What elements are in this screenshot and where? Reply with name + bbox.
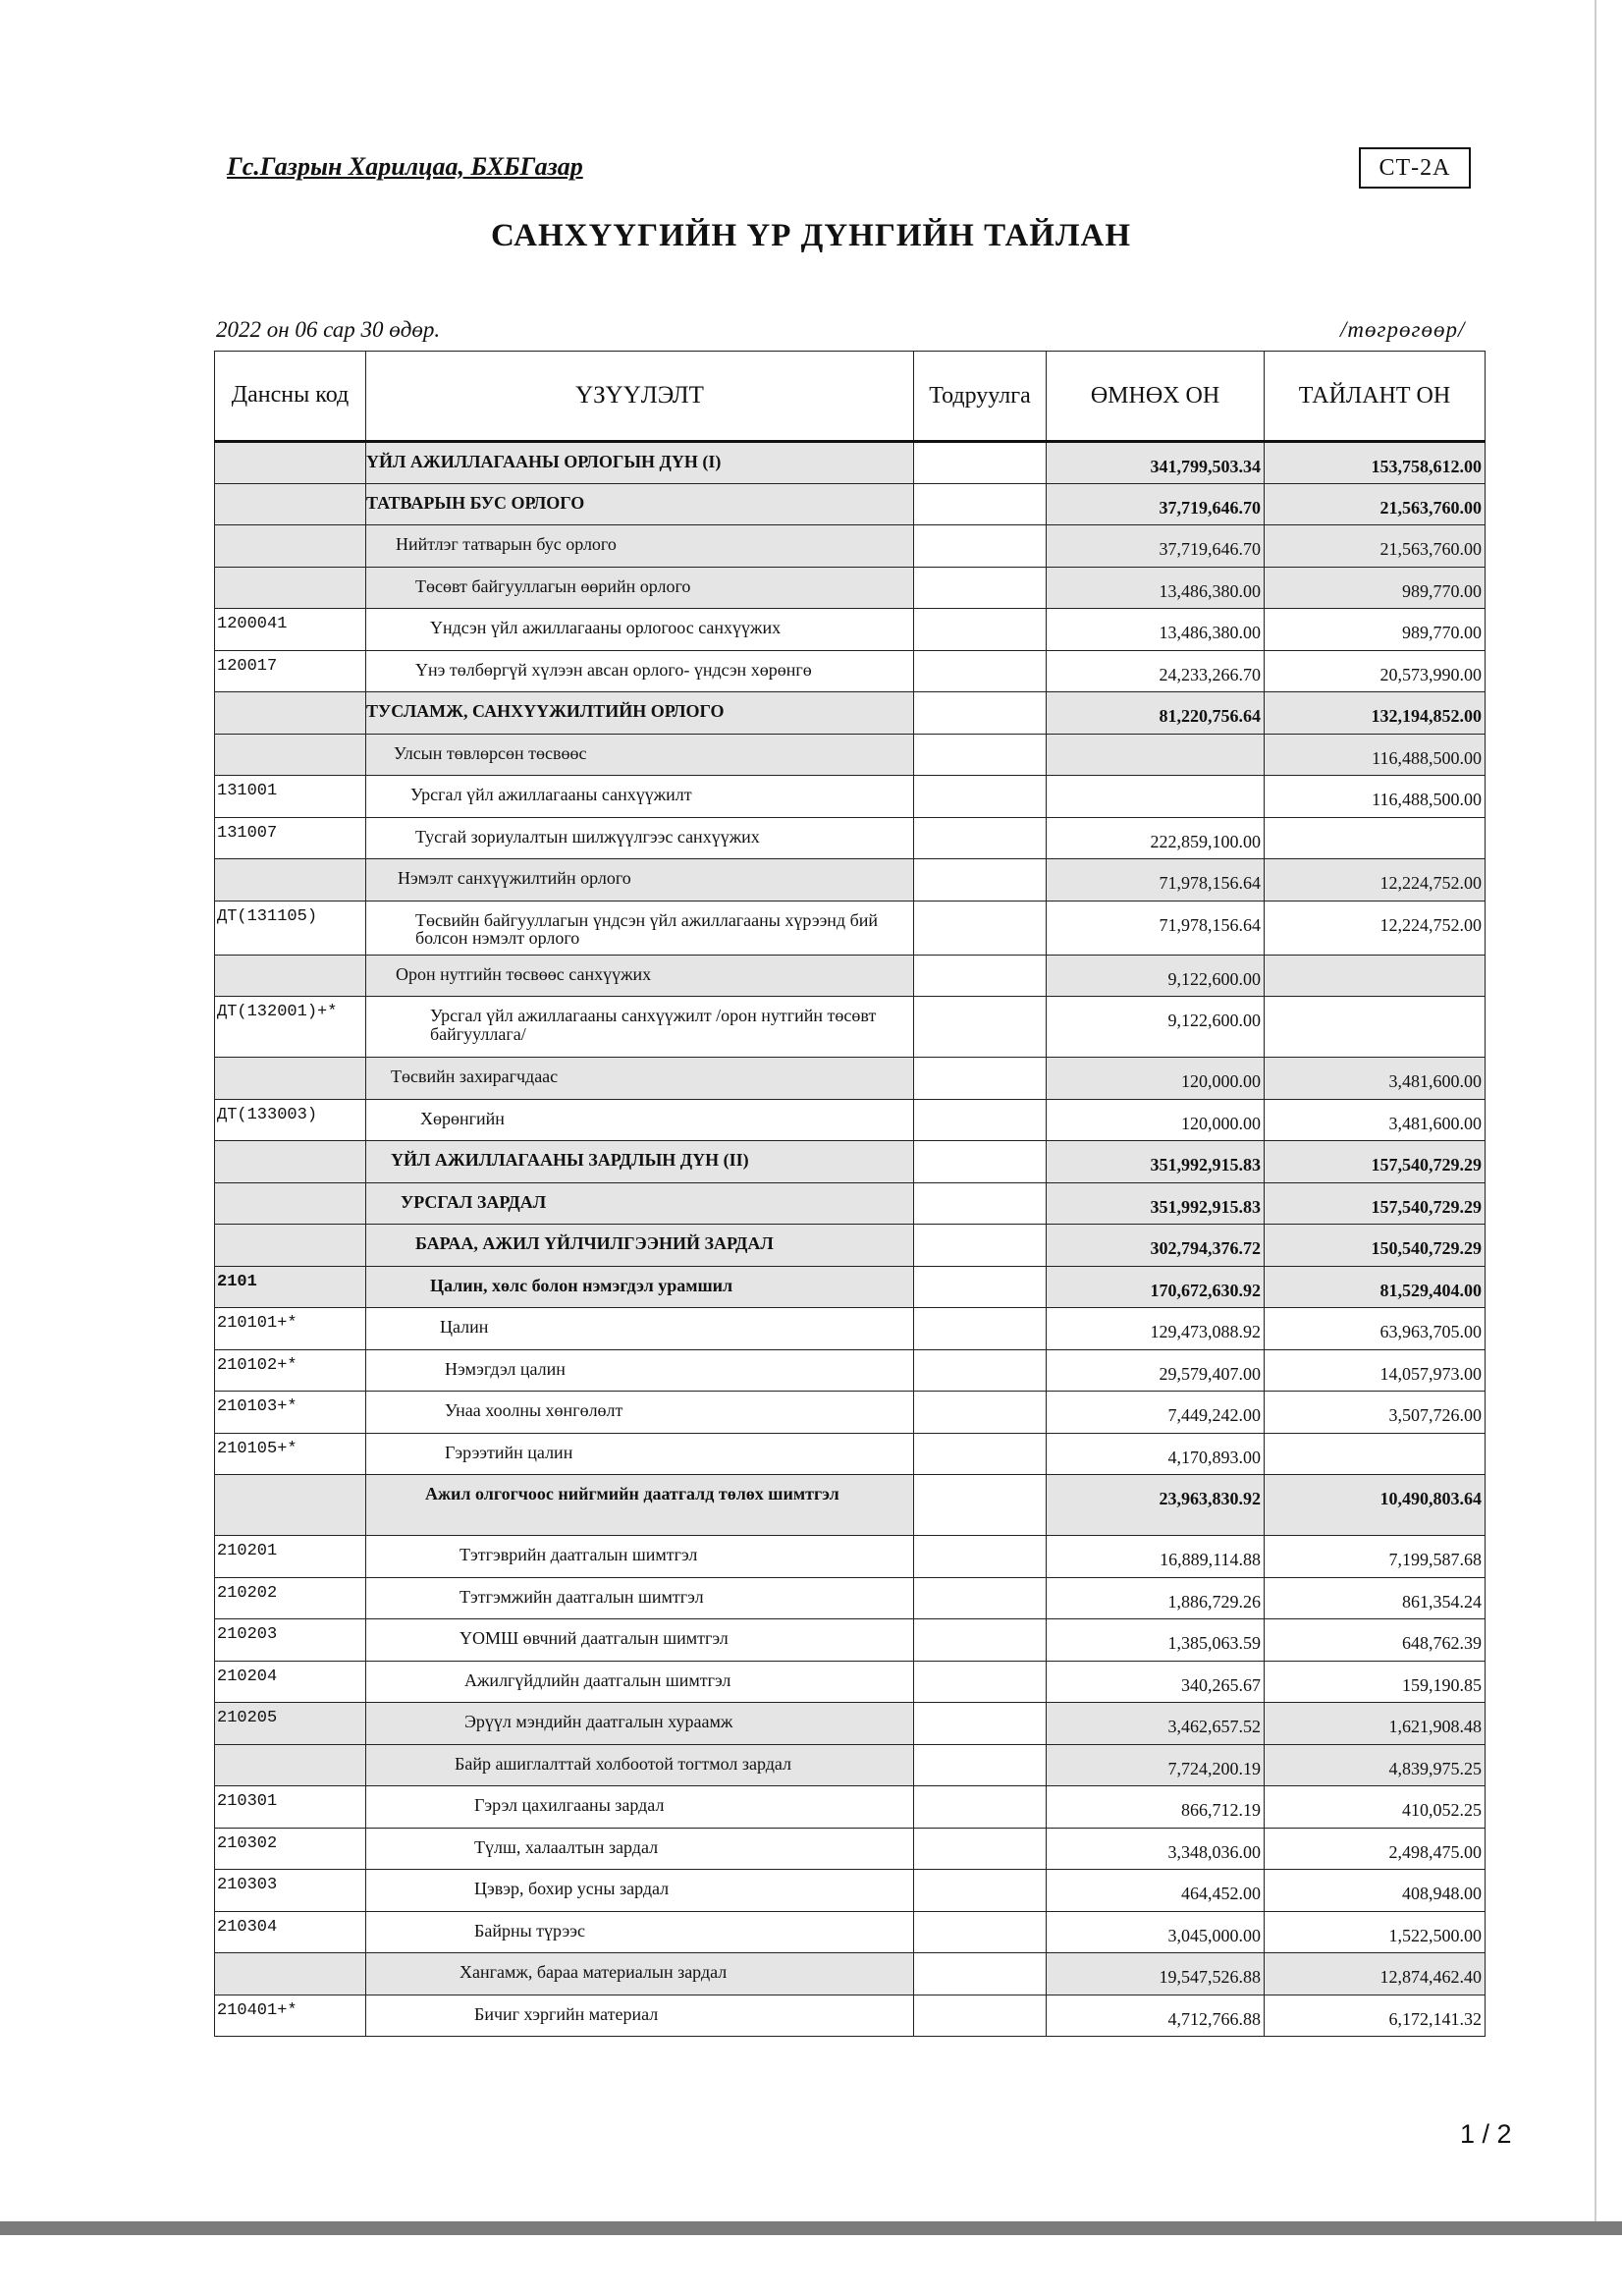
table-row: [215, 776, 1486, 818]
indicator-cell: БАРАА, АЖИЛ ҮЙЛЧИЛГЭЭНИЙ ЗАРДАЛ: [366, 1225, 914, 1267]
current-year-cell: 7,199,587.68: [1265, 1536, 1486, 1578]
account-code-cell: 2101: [215, 1266, 366, 1308]
indicator-cell: Цалин, хөлс болон нэмэгдэл урамшил: [366, 1266, 914, 1308]
table-row: [215, 1577, 1486, 1619]
current-year-cell: 63,963,705.00: [1265, 1308, 1486, 1350]
table-row: [215, 1536, 1486, 1578]
column-header-account-code: Дансны код: [215, 352, 366, 442]
previous-year-cell: 9,122,600.00: [1047, 955, 1265, 997]
previous-year-cell: 3,045,000.00: [1047, 1911, 1265, 1953]
previous-year-cell: 3,348,036.00: [1047, 1828, 1265, 1870]
note-cell: [914, 1661, 1047, 1703]
indicator-cell: Ажил олгогчоос нийгмийн даатгалд төлөх шимтгэл: [366, 1475, 914, 1536]
account-code-cell: 210204: [215, 1661, 366, 1703]
table-row: [215, 1433, 1486, 1475]
current-year-cell: [1265, 817, 1486, 859]
scan-edge: [0, 2221, 1622, 2235]
note-cell: [914, 1995, 1047, 2037]
note-cell: [914, 567, 1047, 609]
account-code-cell: [215, 734, 366, 776]
table-row: [215, 1099, 1486, 1141]
indicator-cell: Орон нутгийн төсвөөс санхүүжих: [366, 955, 914, 997]
account-code-cell: 210102+*: [215, 1349, 366, 1392]
note-cell: [914, 1619, 1047, 1662]
note-cell: [914, 609, 1047, 651]
previous-year-cell: 9,122,600.00: [1047, 997, 1265, 1058]
current-year-cell: [1265, 1433, 1486, 1475]
indicator-cell: Түлш, халаалтын зардал: [366, 1828, 914, 1870]
note-cell: [914, 483, 1047, 525]
previous-year-cell: 351,992,915.83: [1047, 1182, 1265, 1225]
account-code-cell: [215, 1475, 366, 1536]
note-cell: [914, 1099, 1047, 1141]
current-year-cell: 408,948.00: [1265, 1870, 1486, 1912]
note-cell: [914, 1392, 1047, 1434]
previous-year-cell: 37,719,646.70: [1047, 483, 1265, 525]
current-year-cell: 989,770.00: [1265, 609, 1486, 651]
note-cell: [914, 692, 1047, 735]
note-cell: [914, 650, 1047, 692]
indicator-cell: ҮЙЛ АЖИЛЛАГААНЫ ОРЛОГЫН ДҮН (I): [366, 442, 914, 484]
form-code-box: СТ-2А: [1359, 147, 1471, 189]
current-year-cell: 3,481,600.00: [1265, 1058, 1486, 1100]
table-row: [215, 1911, 1486, 1953]
indicator-cell: Төсөвт байгууллагын өөрийн орлого: [366, 567, 914, 609]
note-cell: [914, 1225, 1047, 1267]
note-cell: [914, 901, 1047, 955]
table-row: [215, 1058, 1486, 1100]
previous-year-cell: 24,233,266.70: [1047, 650, 1265, 692]
account-code-cell: 210103+*: [215, 1392, 366, 1434]
table-row: [215, 734, 1486, 776]
current-year-cell: 159,190.85: [1265, 1661, 1486, 1703]
indicator-cell: Байрны түрээс: [366, 1911, 914, 1953]
indicator-cell: Тусгай зориулалтын шилжүүлгээс санхүүжих: [366, 817, 914, 859]
previous-year-cell: 71,978,156.64: [1047, 859, 1265, 902]
indicator-cell: Хөрөнгийн: [366, 1099, 914, 1141]
previous-year-cell: 464,452.00: [1047, 1870, 1265, 1912]
previous-year-cell: 340,265.67: [1047, 1661, 1265, 1703]
table-row: [215, 609, 1486, 651]
indicator-cell: Хангамж, бараа материалын зардал: [366, 1953, 914, 1995]
current-year-cell: 4,839,975.25: [1265, 1744, 1486, 1786]
account-code-cell: [215, 859, 366, 902]
previous-year-cell: 37,719,646.70: [1047, 525, 1265, 568]
table-row: [215, 859, 1486, 902]
note-cell: [914, 997, 1047, 1058]
note-cell: [914, 1141, 1047, 1183]
table-row: [215, 1225, 1486, 1267]
previous-year-cell: 129,473,088.92: [1047, 1308, 1265, 1350]
table-row: [215, 1308, 1486, 1350]
previous-year-cell: 866,712.19: [1047, 1786, 1265, 1829]
note-cell: [914, 1786, 1047, 1829]
previous-year-cell: 13,486,380.00: [1047, 567, 1265, 609]
indicator-cell: ТУСЛАМЖ, САНХҮҮЖИЛТИЙН ОРЛОГО: [366, 692, 914, 735]
note-cell: [914, 955, 1047, 997]
note-cell: [914, 442, 1047, 484]
column-header-note: Тодруулга: [914, 352, 1047, 442]
previous-year-cell: 16,889,114.88: [1047, 1536, 1265, 1578]
previous-year-cell: 29,579,407.00: [1047, 1349, 1265, 1392]
table-body: [215, 442, 1486, 2037]
table-row: [215, 1786, 1486, 1829]
note-cell: [914, 1744, 1047, 1786]
note-cell: [914, 1911, 1047, 1953]
table-row: [215, 1266, 1486, 1308]
account-code-cell: [215, 567, 366, 609]
indicator-cell: Цэвэр, бохир усны зардал: [366, 1870, 914, 1912]
note-cell: [914, 1828, 1047, 1870]
table-row: [215, 1703, 1486, 1745]
previous-year-cell: 71,978,156.64: [1047, 901, 1265, 955]
account-code-cell: ДТ(133003): [215, 1099, 366, 1141]
table-row: [215, 1182, 1486, 1225]
indicator-cell: Нэмэгдэл цалин: [366, 1349, 914, 1392]
note-cell: [914, 1266, 1047, 1308]
account-code-cell: [215, 692, 366, 735]
indicator-cell: Гэрэл цахилгааны зардал: [366, 1786, 914, 1829]
indicator-cell: Тэтгэмжийн даатгалын шимтгэл: [366, 1577, 914, 1619]
column-header-previous-year: ӨМНӨХ ОН: [1047, 352, 1265, 442]
account-code-cell: 210203: [215, 1619, 366, 1662]
indicator-cell: Үнэ төлбөргүй хүлээн авсан орлого- үндсэн хөрөнгө: [366, 650, 914, 692]
current-year-cell: 116,488,500.00: [1265, 776, 1486, 818]
note-cell: [914, 1870, 1047, 1912]
indicator-cell: Төсвийн байгууллагын үндсэн үйл ажиллагааны хүрээнд бий болсон нэмэлт орлого: [366, 901, 914, 955]
current-year-cell: 14,057,973.00: [1265, 1349, 1486, 1392]
current-year-cell: [1265, 955, 1486, 997]
current-year-cell: 157,540,729.29: [1265, 1182, 1486, 1225]
previous-year-cell: 23,963,830.92: [1047, 1475, 1265, 1536]
indicator-cell: Урсгал үйл ажиллагааны санхүүжилт /орон нутгийн төсөвт байгууллага/: [366, 997, 914, 1058]
indicator-cell: УРСГАЛ ЗАРДАЛ: [366, 1182, 914, 1225]
account-code-cell: 210205: [215, 1703, 366, 1745]
current-year-cell: 21,563,760.00: [1265, 525, 1486, 568]
account-code-cell: [215, 1141, 366, 1183]
column-header-indicator: ҮЗҮҮЛЭЛТ: [366, 352, 914, 442]
previous-year-cell: 7,724,200.19: [1047, 1744, 1265, 1786]
account-code-cell: 131007: [215, 817, 366, 859]
table-row: [215, 1661, 1486, 1703]
previous-year-cell: 19,547,526.88: [1047, 1953, 1265, 1995]
current-year-cell: 12,224,752.00: [1265, 859, 1486, 902]
current-year-cell: 989,770.00: [1265, 567, 1486, 609]
report-title: САНХҮҮГИЙН ҮР ДҮНГИЙН ТАЙЛАН: [490, 218, 1132, 253]
account-code-cell: [215, 483, 366, 525]
current-year-cell: 410,052.25: [1265, 1786, 1486, 1829]
current-year-cell: 132,194,852.00: [1265, 692, 1486, 735]
indicator-cell: Байр ашиглалттай холбоотой тогтмол зардал: [366, 1744, 914, 1786]
note-cell: [914, 1308, 1047, 1350]
note-cell: [914, 1058, 1047, 1100]
account-code-cell: ДТ(131105): [215, 901, 366, 955]
table-row: [215, 650, 1486, 692]
page-number: 1 / 2: [1460, 2119, 1512, 2149]
current-year-cell: 157,540,729.29: [1265, 1141, 1486, 1183]
indicator-cell: Цалин: [366, 1308, 914, 1350]
account-code-cell: ДТ(132001)+*: [215, 997, 366, 1058]
note-cell: [914, 776, 1047, 818]
table-row: [215, 483, 1486, 525]
account-code-cell: 210401+*: [215, 1995, 366, 2037]
indicator-cell: Үндсэн үйл ажиллагааны орлогоос санхүүжих: [366, 609, 914, 651]
previous-year-cell: 4,712,766.88: [1047, 1995, 1265, 2037]
account-code-cell: [215, 1058, 366, 1100]
table-row: [215, 901, 1486, 955]
previous-year-cell: 120,000.00: [1047, 1058, 1265, 1100]
account-code-cell: 210302: [215, 1828, 366, 1870]
previous-year-cell: 7,449,242.00: [1047, 1392, 1265, 1434]
account-code-cell: 210202: [215, 1577, 366, 1619]
indicator-cell: ҮОМШ өвчний даатгалын шимтгэл: [366, 1619, 914, 1662]
current-year-cell: 116,488,500.00: [1265, 734, 1486, 776]
table-row: [215, 1392, 1486, 1434]
previous-year-cell: 1,385,063.59: [1047, 1619, 1265, 1662]
table-row: [215, 442, 1486, 484]
current-year-cell: 153,758,612.00: [1265, 442, 1486, 484]
previous-year-cell: 302,794,376.72: [1047, 1225, 1265, 1267]
indicator-cell: Гэрээтийн цалин: [366, 1433, 914, 1475]
previous-year-cell: 351,992,915.83: [1047, 1141, 1265, 1183]
current-year-cell: 20,573,990.00: [1265, 650, 1486, 692]
previous-year-cell: [1047, 734, 1265, 776]
table-row: [215, 817, 1486, 859]
table-row: [215, 525, 1486, 568]
account-code-cell: 210301: [215, 1786, 366, 1829]
previous-year-cell: 1,886,729.26: [1047, 1577, 1265, 1619]
current-year-cell: 2,498,475.00: [1265, 1828, 1486, 1870]
current-year-cell: 21,563,760.00: [1265, 483, 1486, 525]
note-cell: [914, 1349, 1047, 1392]
account-code-cell: [215, 955, 366, 997]
account-code-cell: [215, 1225, 366, 1267]
currency-unit: /төгрөгөөр/: [1340, 317, 1466, 342]
account-code-cell: 1200041: [215, 609, 366, 651]
note-cell: [914, 525, 1047, 568]
indicator-cell: ҮЙЛ АЖИЛЛАГААНЫ ЗАРДЛЫН ДҮН (II): [366, 1141, 914, 1183]
current-year-cell: 12,874,462.40: [1265, 1953, 1486, 1995]
account-code-cell: 210304: [215, 1911, 366, 1953]
account-code-cell: [215, 525, 366, 568]
previous-year-cell: 13,486,380.00: [1047, 609, 1265, 651]
account-code-cell: [215, 1953, 366, 1995]
note-cell: [914, 1475, 1047, 1536]
table-row: [215, 692, 1486, 735]
account-code-cell: 210201: [215, 1536, 366, 1578]
note-cell: [914, 817, 1047, 859]
table-row: [215, 1475, 1486, 1536]
table-header-row: [215, 352, 1486, 442]
table-row: [215, 567, 1486, 609]
previous-year-cell: 222,859,100.00: [1047, 817, 1265, 859]
indicator-cell: Тэтгэврийн даатгалын шимтгэл: [366, 1536, 914, 1578]
indicator-cell: Нийтлэг татварын бус орлого: [366, 525, 914, 568]
indicator-cell: ТАТВАРЫН БУС ОРЛОГО: [366, 483, 914, 525]
account-code-cell: [215, 1744, 366, 1786]
current-year-cell: 1,522,500.00: [1265, 1911, 1486, 1953]
current-year-cell: 861,354.24: [1265, 1577, 1486, 1619]
current-year-cell: 6,172,141.32: [1265, 1995, 1486, 2037]
table-row: [215, 997, 1486, 1058]
scan-border: [1595, 0, 1596, 2221]
account-code-cell: 120017: [215, 650, 366, 692]
indicator-cell: Унаа хоолны хөнгөлөлт: [366, 1392, 914, 1434]
current-year-cell: 12,224,752.00: [1265, 901, 1486, 955]
organization-name: Гс.Газрын Харилцаа, БХБГазар: [227, 152, 583, 181]
account-code-cell: 210101+*: [215, 1308, 366, 1350]
table-row: [215, 1141, 1486, 1183]
table-row: [215, 1995, 1486, 2037]
account-code-cell: [215, 442, 366, 484]
indicator-cell: Ажилгүйдлийн даатгалын шимтгэл: [366, 1661, 914, 1703]
previous-year-cell: 3,462,657.52: [1047, 1703, 1265, 1745]
indicator-cell: Улсын төвлөрсөн төсвөөс: [366, 734, 914, 776]
note-cell: [914, 1433, 1047, 1475]
indicator-cell: Урсгал үйл ажиллагааны санхүүжилт: [366, 776, 914, 818]
indicator-cell: Эрүүл мэндийн даатгалын хураамж: [366, 1703, 914, 1745]
current-year-cell: 1,621,908.48: [1265, 1703, 1486, 1745]
current-year-cell: 648,762.39: [1265, 1619, 1486, 1662]
note-cell: [914, 859, 1047, 902]
table-row: [215, 955, 1486, 997]
previous-year-cell: 341,799,503.34: [1047, 442, 1265, 484]
current-year-cell: 3,481,600.00: [1265, 1099, 1486, 1141]
financial-results-table: [214, 351, 1486, 2037]
column-header-current-year: ТАЙЛАНТ ОН: [1265, 352, 1486, 442]
indicator-cell: Нэмэлт санхүүжилтийн орлого: [366, 859, 914, 902]
current-year-cell: 10,490,803.64: [1265, 1475, 1486, 1536]
note-cell: [914, 1703, 1047, 1745]
previous-year-cell: 4,170,893.00: [1047, 1433, 1265, 1475]
note-cell: [914, 1182, 1047, 1225]
table-row: [215, 1870, 1486, 1912]
previous-year-cell: 170,672,630.92: [1047, 1266, 1265, 1308]
previous-year-cell: [1047, 776, 1265, 818]
account-code-cell: [215, 1182, 366, 1225]
current-year-cell: 150,540,729.29: [1265, 1225, 1486, 1267]
note-cell: [914, 1953, 1047, 1995]
table-row: [215, 1619, 1486, 1662]
note-cell: [914, 734, 1047, 776]
account-code-cell: 210303: [215, 1870, 366, 1912]
current-year-cell: [1265, 997, 1486, 1058]
current-year-cell: 3,507,726.00: [1265, 1392, 1486, 1434]
report-date: 2022 он 06 сар 30 өдөр.: [216, 317, 441, 342]
note-cell: [914, 1536, 1047, 1578]
account-code-cell: 131001: [215, 776, 366, 818]
previous-year-cell: 81,220,756.64: [1047, 692, 1265, 735]
table-row: [215, 1828, 1486, 1870]
account-code-cell: 210105+*: [215, 1433, 366, 1475]
table-row: [215, 1744, 1486, 1786]
table-row: [215, 1349, 1486, 1392]
note-cell: [914, 1577, 1047, 1619]
table-row: [215, 1953, 1486, 1995]
previous-year-cell: 120,000.00: [1047, 1099, 1265, 1141]
indicator-cell: Төсвийн захирагчдаас: [366, 1058, 914, 1100]
indicator-cell: Бичиг хэргийн материал: [366, 1995, 914, 2037]
current-year-cell: 81,529,404.00: [1265, 1266, 1486, 1308]
